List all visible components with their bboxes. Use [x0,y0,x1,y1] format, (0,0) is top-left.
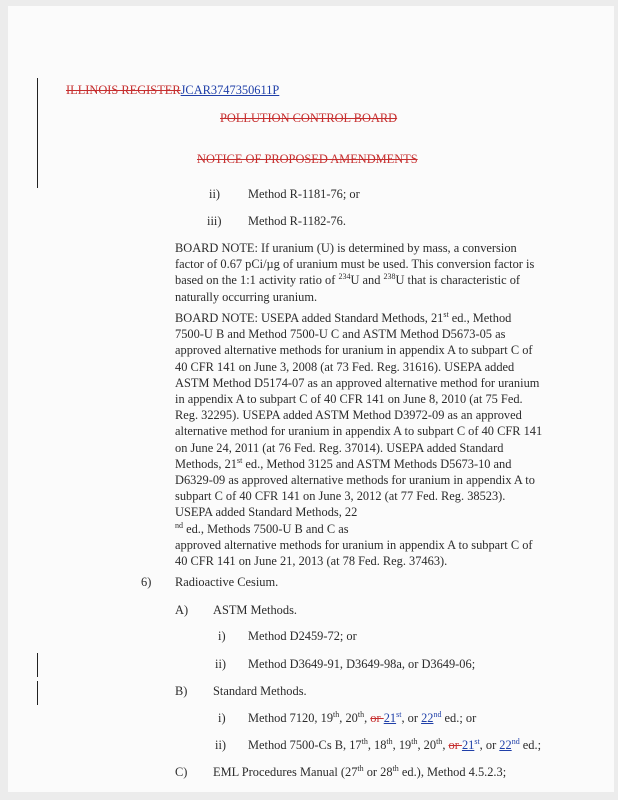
subsection-marker: B) [175,684,188,698]
header-line [66,82,279,98]
change-bar [37,78,38,188]
document-page [8,6,614,792]
notice-title: NOTICE OF PROPOSED AMENDMENTS [197,152,418,166]
section-number: 6) [141,575,152,589]
subsection-title: ASTM Methods. [213,603,297,617]
list-marker: ii) [215,657,227,671]
subsection-marker: C) [175,765,188,779]
subsection-title: EML Procedures Manual (27th or 28th ed.), Method 4.5.2.3; [213,763,507,779]
list-item: Method R-1182-76. [248,214,346,228]
list-marker: ii) [209,187,221,201]
subsection-title: Standard Methods. [213,684,307,698]
list-marker: iii) [207,214,222,228]
change-bar [37,681,38,705]
board-note-1: BOARD NOTE: If uranium (U) is determined by mass, a conversion factor of 0.67 pCi/µg of uranium must be used. This conversion factor is based on the 1:1 activity ratio of $^{234}$U and $^{238}$U that is characteristic of naturally occurring uranium. [175,241,535,304]
register-title: ILLINOIS REGISTER [66,83,181,97]
list-marker: i) [218,711,226,725]
list-item: Method R-1181-76; or [248,187,360,201]
board-title: POLLUTION CONTROL BOARD [220,111,398,125]
list-item: Method D3649-91, D3649-98a, or D3649-06; [248,657,476,671]
register-code: JCAR3747350611P [180,83,280,97]
list-item: Method 7120, 19th, 20th, or 21st, or 22nd ed.; or [248,709,477,725]
subsection-marker: A) [175,603,189,617]
change-bar [37,653,38,677]
board-note-2: BOARD NOTE: USEPA added Standard Methods, 21st ed., Method 7500-U B and Method 7500-U C and ASTM Method D5673-05 as approved alternative methods for uranium in appendix A to subpart C of 40 CFR 141 on June 3, 2008 (at 73 Fed. Reg. 31616). USEPA added ASTM Method D5174-07 as an approved alternative method for uranium in appendix A to subpart C of 40 CFR 141 on June 8, 2010 (at 75 Fed. Reg. 32295). USEPA added ASTM Method D3972-09 as an approved alternative method for uranium in appendix A to subpart C of 40 CFR 141 on June 24, 2011 (at 76 Fed. Reg. 37014). USEPA added Standard Methods, 21st ed., Method 3125 and ASTM Methods D5673-10 and D6329-09 as approved alternative methods for uranium in appendix A to subpart C of 40 CFR 141 on June 3, 2012 (at 77 Fed. Reg. 38523). USEPA added Standard Methods, 22 $^{nd}$ ed., Methods 7500-U B and C as approved alternative methods for uranium in appendix A to subpart C of 40 CFR 141 on June 21, 2013 (at 78 Fed. Reg. 37463). [175,309,543,569]
list-marker: i) [218,629,226,643]
section-title: Radioactive Cesium. [175,575,279,589]
list-item: Method 7500-Cs B, 17th, 18th, 19th, 20th, or 21st, or 22nd ed.; [248,736,542,752]
list-marker: ii) [215,738,227,752]
list-item: Method D2459-72; or [248,629,357,643]
